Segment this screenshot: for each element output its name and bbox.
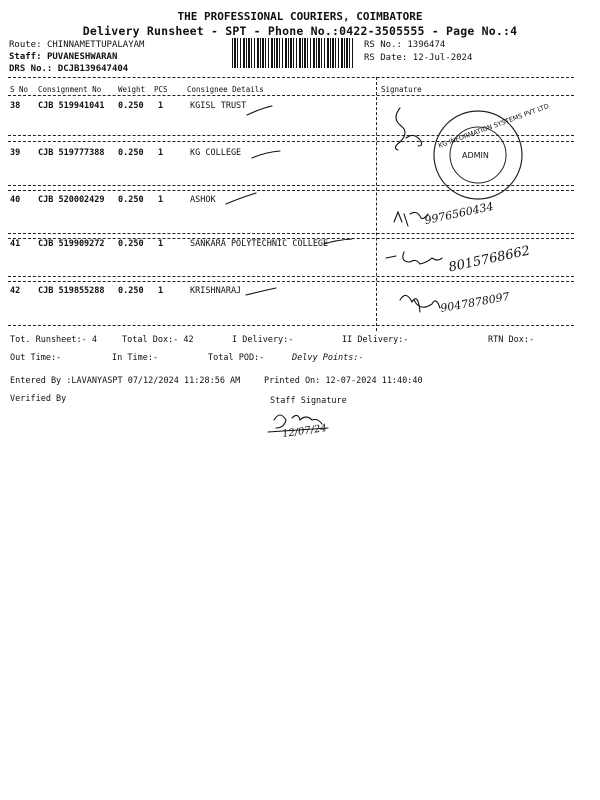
row-weight: 0.250 bbox=[118, 148, 144, 158]
company-title: THE PROFESSIONAL COURIERS, COIMBATORE bbox=[177, 10, 423, 23]
tick-mark bbox=[247, 106, 272, 115]
row-consignment: CJB 519909272 bbox=[38, 239, 105, 249]
row-consignment: CJB 519941041 bbox=[38, 101, 105, 111]
row-pcs: 1 bbox=[158, 101, 164, 111]
printed-on: Printed On: 12-07-2024 11:40:40 bbox=[264, 376, 423, 386]
signature-row42 bbox=[400, 295, 440, 312]
col-consignee-header: Consignee Details bbox=[187, 85, 264, 94]
col-consignment-header: Consignment No bbox=[38, 85, 102, 94]
row-consignment: CJB 519855288 bbox=[38, 286, 105, 296]
route-label: Route: bbox=[9, 40, 42, 50]
tick-mark bbox=[252, 151, 280, 158]
delvy-points: Delvy Points:- bbox=[292, 353, 364, 363]
row-sno: 38 bbox=[10, 101, 21, 111]
row-sno: 39 bbox=[10, 148, 21, 158]
row-sno: 41 bbox=[10, 239, 21, 249]
signature-row41 bbox=[386, 252, 442, 264]
row-weight: 0.250 bbox=[118, 101, 144, 111]
row-consignee: KGISL TRUST bbox=[190, 101, 247, 111]
row-consignment: CJB 519777388 bbox=[38, 148, 105, 158]
drs-label: DRS No.: bbox=[9, 64, 53, 74]
staff-signature-label: Staff Signature bbox=[270, 396, 347, 406]
row-consignment: CJB 520002429 bbox=[38, 195, 105, 205]
runsheet-subtitle: Delivery Runsheet - SPT - Phone No.:0422-3505555 - Page No.:4 bbox=[82, 24, 518, 38]
phone-row42: 9047878097 bbox=[439, 290, 511, 315]
phone-row41: 8015768662 bbox=[447, 243, 532, 276]
col-pcs-header: PCS bbox=[154, 85, 168, 94]
signature-row38 bbox=[395, 108, 421, 150]
tick-mark bbox=[226, 193, 256, 204]
row-consignee: SANKARA POLYTECHNIC COLLEGE bbox=[190, 239, 329, 249]
staff-label: Staff: bbox=[9, 52, 42, 62]
row-pcs: 1 bbox=[158, 239, 164, 249]
total-pod: Total POD:- bbox=[208, 353, 265, 363]
row-pcs: 1 bbox=[158, 286, 164, 296]
row-pcs: 1 bbox=[158, 195, 164, 205]
in-time: In Time:- bbox=[112, 353, 159, 363]
rs-no-value: 1396474 bbox=[407, 40, 446, 50]
row-weight: 0.250 bbox=[118, 195, 144, 205]
verified-by: Verified By bbox=[10, 394, 67, 404]
row-sno: 40 bbox=[10, 195, 21, 205]
route-value: CHINNAMETTUPALAYAM bbox=[46, 40, 145, 50]
col-weight-header: Weight bbox=[118, 85, 146, 94]
total-dox: Total Dox:- 42 bbox=[122, 335, 194, 345]
row-weight: 0.250 bbox=[118, 239, 144, 249]
tick-mark bbox=[246, 288, 276, 295]
row-consignee: ASHOK bbox=[190, 195, 216, 205]
ii-delivery: II Delivery:- bbox=[342, 335, 409, 345]
rs-date-value: 12-Jul-2024 bbox=[412, 53, 473, 63]
row-sno: 42 bbox=[10, 286, 21, 296]
row-consignee: KG COLLEGE bbox=[190, 148, 242, 158]
staff-value: PUVANESHWARAN bbox=[46, 52, 118, 62]
tick-mark bbox=[324, 239, 352, 244]
col-sno-header: S No bbox=[10, 85, 29, 94]
row-pcs: 1 bbox=[158, 148, 164, 158]
out-time: Out Time:- bbox=[10, 353, 62, 363]
entered-by: Entered By :LAVANYASPT 07/12/2024 11:28:56 AM bbox=[10, 376, 241, 386]
stamp-inner-text: ADMIN bbox=[462, 151, 489, 160]
drs-value: DCJB139647404 bbox=[57, 64, 129, 74]
rs-no-label: RS No.: bbox=[364, 40, 402, 50]
i-delivery: I Delivery:- bbox=[232, 335, 294, 345]
staff-signature-date: 12/07/24 bbox=[281, 422, 328, 441]
row-weight: 0.250 bbox=[118, 286, 144, 296]
rs-date-label: RS Date: bbox=[364, 53, 408, 63]
phone-row40: 9976560434 bbox=[423, 199, 495, 228]
tot-runsheet: Tot. Runsheet:- 4 bbox=[10, 335, 97, 345]
rtn-dox: RTN Dox:- bbox=[488, 335, 535, 345]
row-consignee: KRISHNARAJ bbox=[190, 286, 242, 296]
col-signature-header: Signature bbox=[381, 85, 422, 94]
stamp-outer-text: KG INFORMATION SYSTEMS PVT LTD bbox=[437, 102, 551, 150]
